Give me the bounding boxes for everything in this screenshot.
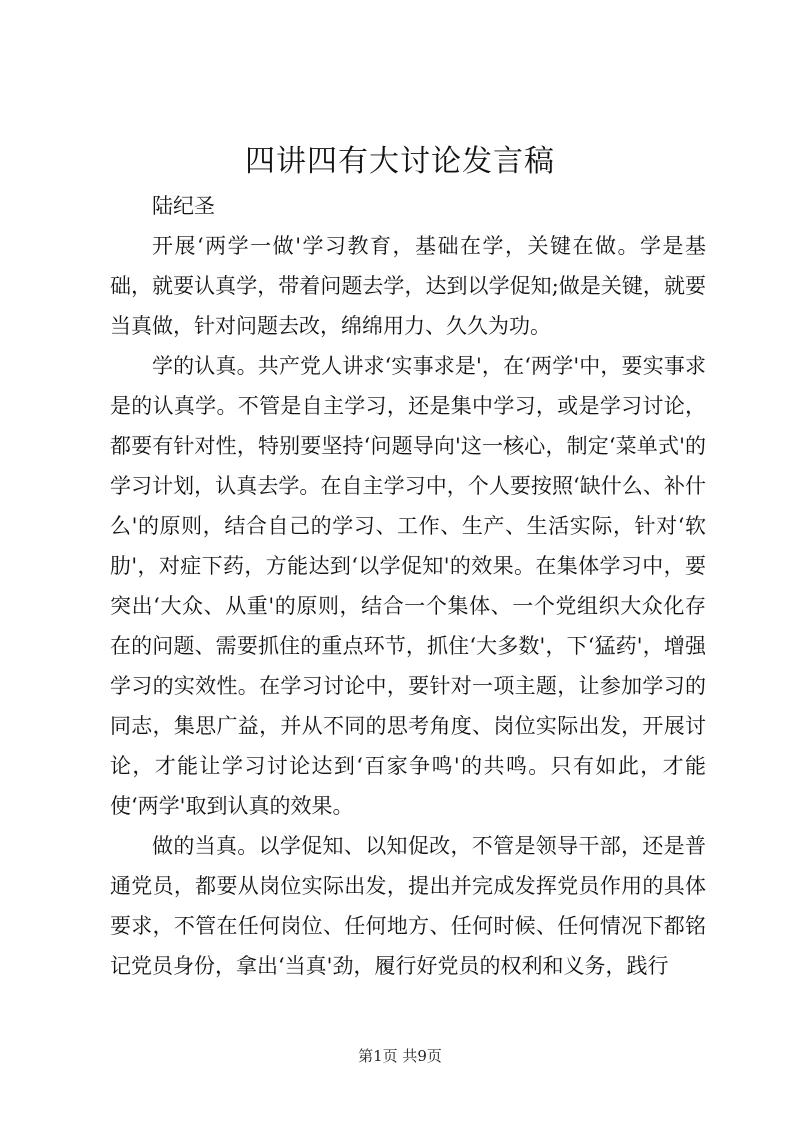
author-name: 陆纪圣 xyxy=(152,194,215,218)
page-footer: 第1页 共9页 xyxy=(358,1047,442,1065)
paragraph-study: 学的认真。共产党人讲求‘实事求是'，在‘两学'中，要实事求是的认真学。不管是自主学习，还是集中学习，或是学习讨论，都要有针对性，特别要坚持‘问题导向'这一核心，制定‘菜单式'的学习计划，认真去学。在自主学习中，个人要按照‘缺什么、补什么'的原则，结合自己的学习、工作、生产、生活实际，针对‘软肋'，对症下药，方能达到‘以学促知'的效果。在集体学习中，要突出‘大众、从重'的原则，结合一个集体、一个党组织大众化存在的问题、需要抓住的重点环节，抓住‘大多数'，下‘猛药'，增强学习的实效性。在学习讨论中，要针对一项主题，让参加学习的同志，集思广益，并从不同的思考角度、岗位实际出发，开展讨论，才能让学习讨论达到‘百家争鸣'的共鸣。只有如此，才能使‘两学'取到认真的效果。 xyxy=(110,354,706,818)
document-title: 四讲四有大讨论发言稿 xyxy=(245,144,555,179)
document-body xyxy=(110,186,706,986)
paragraph-intro: 开展‘两学一做'学习教育，基础在学，关键在做。学是基础，就要认真学，带着问题去学，达到以学促知;做是关键，就要当真做，针对问题去改，绵绵用力、久久为功。 xyxy=(110,234,706,338)
paragraph-practice: 做的当真。以学促知、以知促改，不管是领导干部，还是普通党员，都要从岗位实际出发，提出并完成发挥党员作用的具体要求，不管在任何岗位、任何地方、任何时候、任何情况下都铭记党员身份，拿出‘当真'劲，履行好党员的权利和义务，践行 xyxy=(110,834,706,978)
